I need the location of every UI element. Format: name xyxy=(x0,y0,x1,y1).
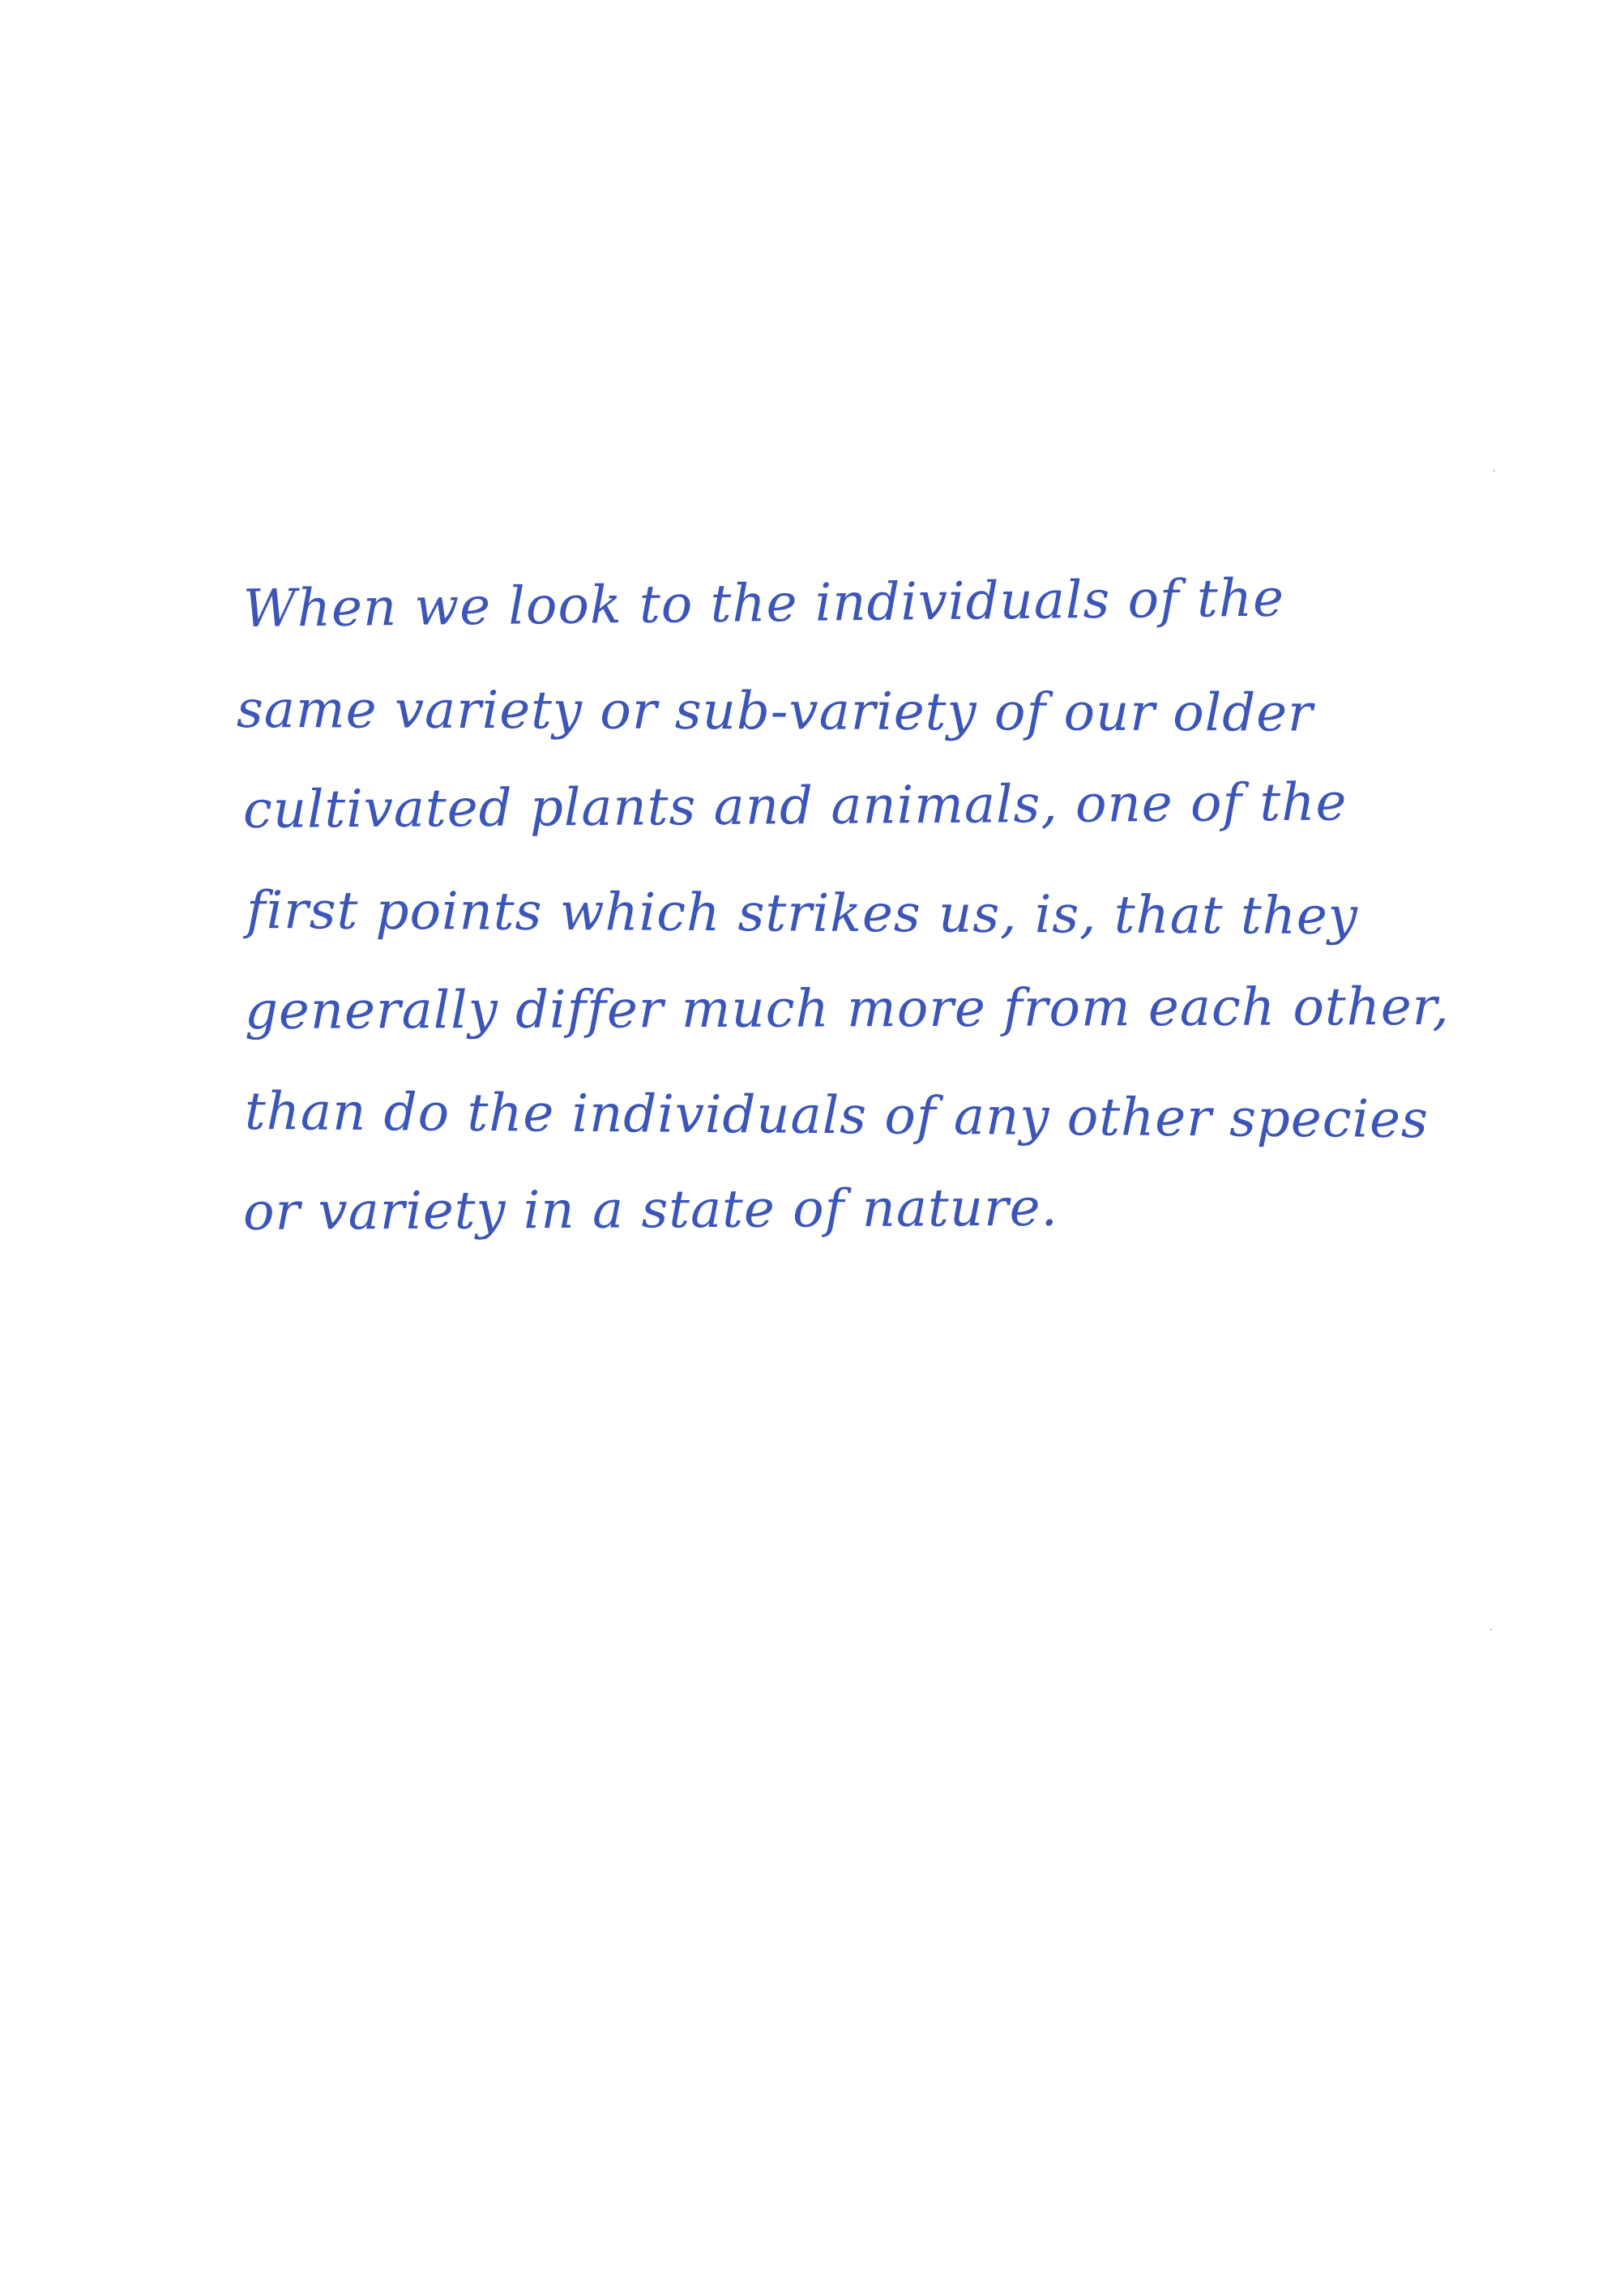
paper-speck xyxy=(1489,1629,1492,1630)
handwritten-line: first points which strikes us, is, that they xyxy=(246,881,1359,947)
handwritten-line: same variety or sub-variety of our older xyxy=(236,680,1314,744)
handwritten-paragraph xyxy=(236,559,1450,1263)
handwritten-line: than do the individuals of any other species xyxy=(244,1082,1430,1151)
handwritten-line: or variety in a state of nature. xyxy=(242,1177,1058,1242)
handwritten-line: cultivated plants and animals, one of the xyxy=(242,772,1348,840)
paper-speck xyxy=(1493,470,1495,472)
handwritten-line: When we look to the individuals of the xyxy=(242,568,1285,639)
handwritten-line: generally differ much more from each other, xyxy=(244,976,1450,1041)
